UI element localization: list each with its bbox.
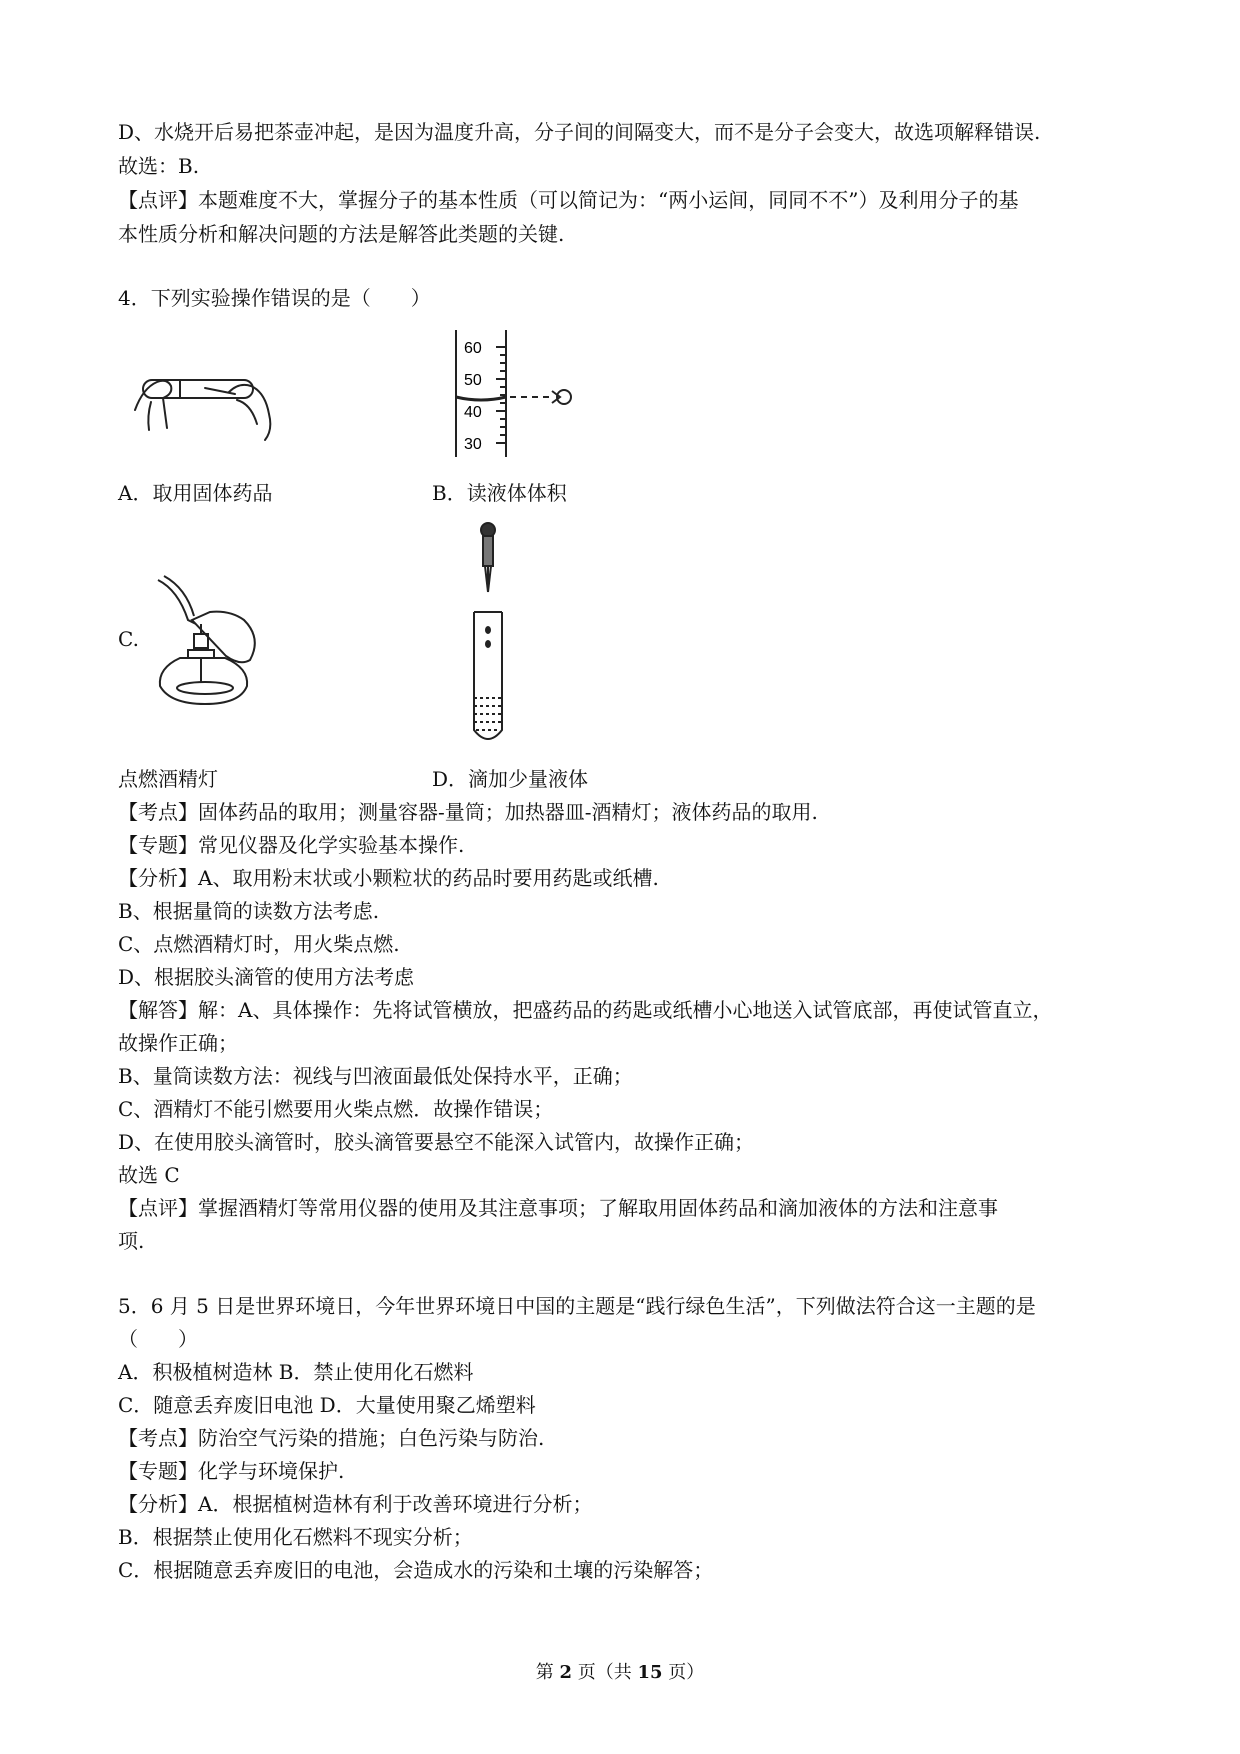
- text-line: B、量筒读数方法：视线与凹液面最低处保持水平，正确；: [118, 1064, 633, 1088]
- page-total: 15: [637, 1662, 663, 1683]
- footer-text: 第: [535, 1662, 554, 1683]
- page-footer: [0, 1658, 1240, 1684]
- figure-alcohol-lamp: [150, 570, 275, 710]
- text-line: C．根据随意丢弃废旧的电池，会造成水的污染和土壤的污染解答；: [118, 1558, 714, 1582]
- option-d-caption: D．滴加少量液体: [432, 767, 589, 791]
- text-line: 【点评】本题难度不大，掌握分子的基本性质（可以简记为：“两小运间，同同不不”）及利用分子的基: [118, 188, 1019, 212]
- footer-text: 页（共: [577, 1662, 632, 1683]
- text-line: 【专题】化学与环境保护.: [118, 1459, 345, 1483]
- footer-text: 页）: [668, 1662, 705, 1683]
- text-line: 故操作正确；: [118, 1031, 238, 1055]
- text-line: B．根据禁止使用化石燃料不现实分析；: [118, 1525, 473, 1549]
- options-row: C．随意丢弃废旧电池 D．大量使用聚乙烯塑料: [118, 1393, 536, 1417]
- text-line: D、在使用胶头滴管时，胶头滴管要悬空不能深入试管内，故操作正确；: [118, 1130, 755, 1154]
- cylinder-tick-label: 50: [464, 372, 482, 389]
- cylinder-tick-label: 40: [464, 404, 482, 421]
- text-line: C、酒精灯不能引燃要用火柴点燃．故操作错误；: [118, 1097, 554, 1121]
- question-5-stem: 5．6 月 5 日是世界环境日，今年世界环境日中国的主题是“践行绿色生活”，下列做法符合这一主题的是: [118, 1294, 1036, 1318]
- text-line: 【点评】掌握酒精灯等常用仪器的使用及其注意事项；了解取用固体药品和滴加液体的方法和注意事: [118, 1196, 998, 1220]
- figure-solid-reagent-hands: [125, 350, 285, 445]
- figure-dropper-test-tube: [458, 520, 518, 750]
- text-line: 项.: [118, 1229, 145, 1253]
- text-line: D、根据胶头滴管的使用方法考虑: [118, 965, 415, 989]
- option-b-caption: B．读液体体积: [432, 481, 567, 505]
- text-line: 故选 C: [118, 1163, 180, 1187]
- text-line: C、点燃酒精灯时，用火柴点燃.: [118, 932, 400, 956]
- text-line: 【考点】防治空气污染的措施；白色污染与防治.: [118, 1426, 545, 1450]
- text-line: 故选：B.: [118, 154, 200, 178]
- option-a-caption: A．取用固体药品: [118, 481, 273, 505]
- option-c-caption: C.: [118, 627, 139, 651]
- text-line: 【考点】固体药品的取用；测量容器-量筒；加热器皿-酒精灯；液体药品的取用.: [118, 800, 818, 824]
- cylinder-tick-label: 30: [464, 436, 482, 453]
- cylinder-tick-label: 60: [464, 340, 482, 357]
- text-line: 【解答】解：A、具体操作：先将试管横放，把盛药品的药匙或纸槽小心地送入试管底部，再使试管直立，: [118, 998, 1053, 1022]
- answer-paren: （ ）: [118, 1327, 198, 1351]
- question-4-stem: 4．下列实验操作错误的是（ ）: [118, 286, 431, 310]
- option-c-label: 点燃酒精灯: [118, 767, 218, 791]
- text-line: 本性质分析和解决问题的方法是解答此类题的关键.: [118, 222, 565, 246]
- text-line: 【分析】A．根据植树造林有利于改善环境进行分析；: [118, 1492, 593, 1516]
- text-line: 【分析】A、取用粉末状或小颗粒状的药品时要用药匙或纸槽.: [118, 866, 659, 890]
- options-row: A．积极植树造林 B．禁止使用化石燃料: [118, 1360, 474, 1384]
- text-line: D、水烧开后易把茶壶冲起，是因为温度升高，分子间的间隔变大，而不是分子会变大，故选项解释错误.: [118, 120, 1041, 144]
- text-line: B、根据量筒的读数方法考虑.: [118, 899, 380, 923]
- page-number: 2: [559, 1662, 572, 1683]
- text-line: 【专题】常见仪器及化学实验基本操作.: [118, 833, 465, 857]
- figure-graduated-cylinder: [448, 325, 598, 460]
